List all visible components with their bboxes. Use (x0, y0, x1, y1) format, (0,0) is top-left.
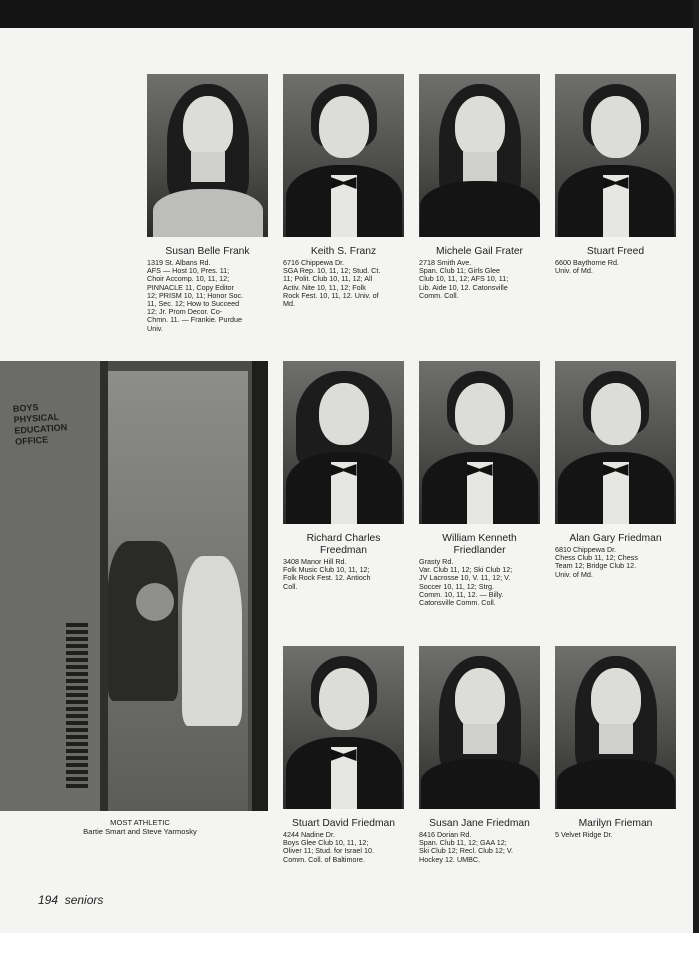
senior-name: Stuart David Friedman (291, 818, 395, 829)
senior-caption: Marilyn Frieman 5 Velvet Ridge Dr. (555, 818, 676, 839)
senior-caption: Stuart David Friedman 4244 Nadine Dr. Boys Glee Club 10, 11, 12; Oliver 11; Stud. for Israel 10. Comm. Coll. of Baltimore. (283, 818, 404, 864)
portrait-photo (419, 646, 540, 809)
senior-caption: Susan Jane Friedman 8416 Dorian Rd. Span. Club 11, 12; GAA 12; Ski Club 12; Recl. Club 12; V. Hockey 12. UMBC. (419, 818, 540, 864)
scan-bottom-border (0, 933, 699, 960)
senior-caption: Richard Charles Freedman 3408 Manor Hill Rd. Folk Music Club 10, 11, 12; Folk Rock Fest. 12. Antioch Coll. (283, 533, 404, 591)
section-label: seniors (64, 893, 104, 907)
senior-caption: Stuart Freed 6600 Baythorne Rd. Univ. of Md. (555, 246, 676, 275)
senior-name: William Kenneth Friedlander (442, 533, 517, 556)
senior-name: Susan Jane Friedman (429, 818, 530, 829)
senior-name: Marilyn Frieman (578, 818, 653, 829)
portrait-photo (555, 646, 676, 809)
candid-caption-names: Bartie Smart and Steve Yarmosky (83, 827, 197, 836)
portrait-photo (555, 361, 676, 524)
senior-name: Keith S. Franz (310, 246, 377, 257)
portrait-photo (419, 74, 540, 237)
senior-name: Susan Belle Frank (165, 246, 250, 257)
senior-name: Stuart Freed (586, 246, 645, 257)
senior-caption: Keith S. Franz 6716 Chippewa Dr. SGA Rep. 10, 11, 12; Stud. Ct. 11; Polit. Club 10, 11, 12; All Activ. Nite 10, 11, 12; Folk Rock Fest. 10, 11, 12. Univ. of Md. (283, 246, 404, 308)
portrait-photo (283, 646, 404, 809)
senior-name: Alan Gary Friedman (569, 533, 662, 544)
portrait-photo (283, 74, 404, 237)
senior-caption: Susan Belle Frank 1319 St. Albans Rd. AFS — Host 10, Pres. 11; Choir Accomp. 10, 11, 12; PINNACLE 11, Copy Editor 12; PRISM 10, 11; Honor Soc. 11, Sec. 12; How to Succeed 12; Jr. Prom Decor. Co- Chmn. 11. — Frankie. Purdue Univ. (147, 246, 268, 333)
candid-caption-title: MOST ATHLETIC (110, 818, 170, 827)
senior-name: Richard Charles Freedman (306, 533, 381, 556)
page-footer (38, 893, 103, 907)
portrait-photo (283, 361, 404, 524)
scan-top-border (0, 0, 699, 28)
senior-name: Michele Gail Frater (436, 246, 523, 257)
senior-caption: Michele Gail Frater 2718 Smith Ave. Span. Club 11; Girls Glee Club 10, 11, 12; AFS 10, 11; Lib. Aide 10, 12. Catonsville Comm. Coll. (419, 246, 540, 300)
candid-photo (0, 361, 268, 811)
portrait-photo (147, 74, 268, 237)
portrait-photo (555, 74, 676, 237)
office-sign: BOYS PHYSICAL EDUCATION OFFICE (12, 402, 68, 447)
senior-caption: William Kenneth Friedlander Grasty Rd. Var. Club 11, 12; Ski Club 12; JV Lacrosse 10, V. 11, 12; V. Soccer 10, 11, 12; Strg. Comm. 10, 11, 12. — Billy. Catonsville Comm. Coll. (419, 533, 540, 607)
portrait-photo (419, 361, 540, 524)
scan-right-border (693, 0, 699, 960)
senior-caption: Alan Gary Friedman 6810 Chippewa Dr. Chess Club 11, 12; Chess Team 12; Bridge Club 12. Univ. of Md. (555, 533, 676, 579)
page-number: 194 (38, 893, 59, 907)
candid-caption (70, 818, 210, 836)
